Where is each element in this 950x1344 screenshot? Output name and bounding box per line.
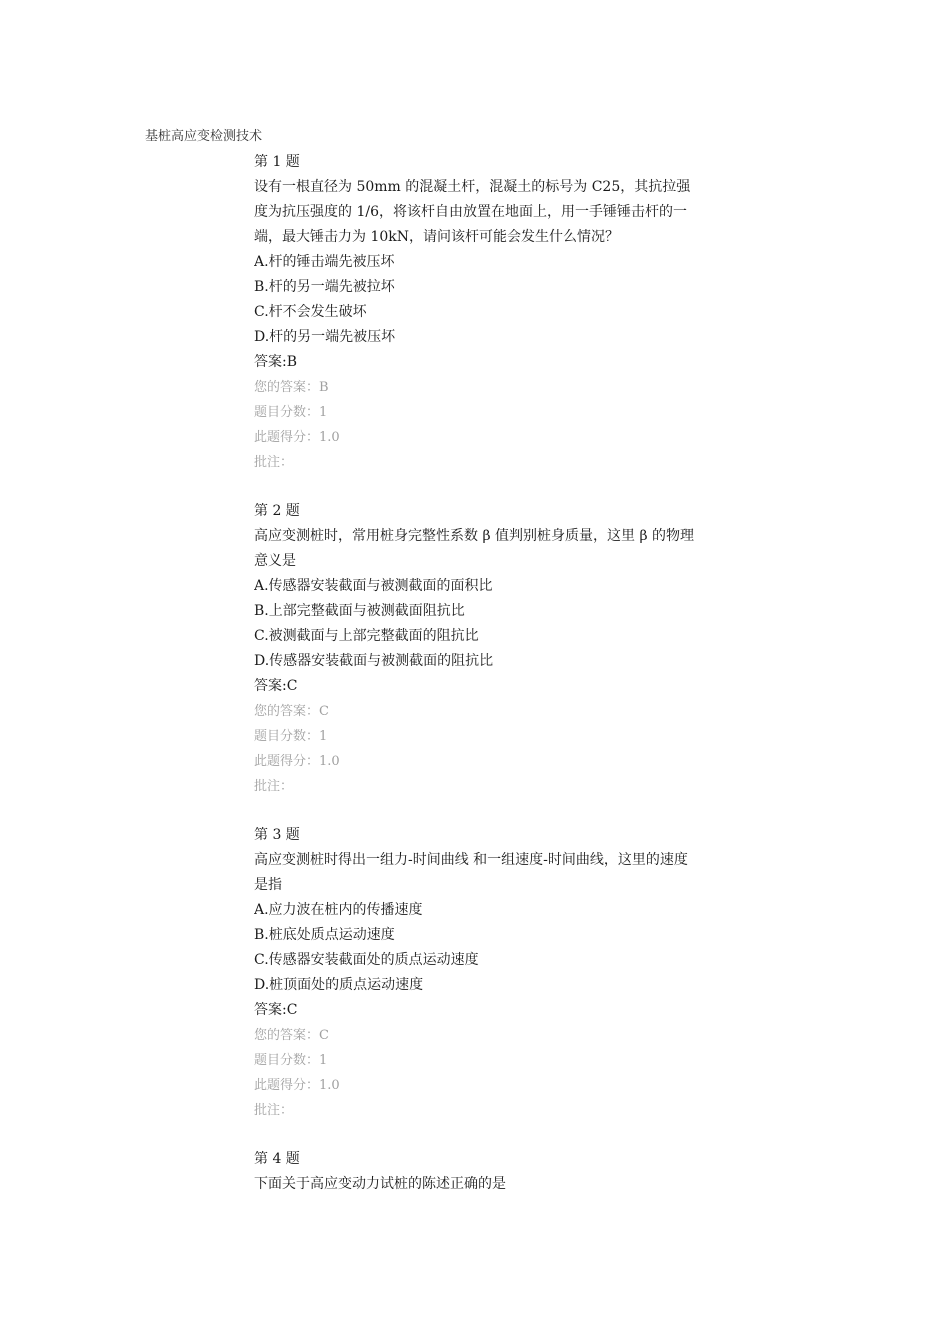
question-score: 题目分数：1 [254, 405, 328, 420]
option-b: B.桩底处质点运动速度 [254, 927, 395, 943]
question-separator [254, 1123, 704, 1147]
question-score: 题目分数：1 [254, 729, 328, 744]
question-stem: 高应变测桩时得出一组力-时间曲线 和一组速度-时间曲线，这里的速度是指 [254, 852, 688, 893]
question-4 [254, 1147, 704, 1197]
question-stem: 设有一根直径为 50mm 的混凝土杆，混凝土的标号为 C25，其抗拉强度为抗压强度的 1/6，将该杆自由放置在地面上，用一手锤锤击杆的一端，最大锤击力为 10kN，请问该杆可能会发生什么情况？ [254, 179, 691, 245]
option-a: A.应力波在桩内的传播速度 [254, 902, 423, 918]
document-title: 基桩高应变检测技术 [145, 129, 263, 144]
option-c: C.杆不会发生破坏 [254, 304, 367, 320]
option-b: B.杆的另一端先被拉坏 [254, 279, 395, 295]
question-stem: 下面关于高应变动力试桩的陈述正确的是 [254, 1176, 506, 1192]
question-1 [254, 150, 704, 475]
option-d: D.桩顶面处的质点运动速度 [254, 977, 424, 993]
your-answer: 您的答案：B [254, 380, 329, 395]
option-c: C.被测截面与上部完整截面的阻抗比 [254, 628, 479, 644]
comment-label: 批注： [254, 455, 294, 470]
question-number: 第 3 题 [254, 827, 300, 843]
earned-score: 此题得分：1.0 [254, 754, 340, 769]
comment-label: 批注： [254, 779, 294, 794]
question-separator [254, 475, 704, 499]
question-number: 第 1 题 [254, 154, 300, 170]
option-d: D.传感器安装截面与被测截面的阻抗比 [254, 653, 494, 669]
question-stem: 高应变测桩时，常用桩身完整性系数 β 值判别桩身质量，这里 β 的物理意义是 [254, 528, 694, 569]
correct-answer: 答案:C [254, 678, 298, 694]
correct-answer: 答案:C [254, 1002, 298, 1018]
question-score: 题目分数：1 [254, 1053, 328, 1068]
question-2 [254, 499, 704, 799]
question-separator [254, 799, 704, 823]
option-a: A.传感器安装截面与被测截面的面积比 [254, 578, 493, 594]
earned-score: 此题得分：1.0 [254, 430, 340, 445]
question-number: 第 4 题 [254, 1151, 300, 1167]
question-number: 第 2 题 [254, 503, 300, 519]
option-c: C.传感器安装截面处的质点运动速度 [254, 952, 479, 968]
option-b: B.上部完整截面与被测截面阻抗比 [254, 603, 465, 619]
option-d: D.杆的另一端先被压坏 [254, 329, 396, 345]
question-3 [254, 823, 704, 1123]
question-list [254, 150, 704, 1197]
comment-label: 批注： [254, 1103, 294, 1118]
earned-score: 此题得分：1.0 [254, 1078, 340, 1093]
correct-answer: 答案:B [254, 354, 298, 370]
your-answer: 您的答案：C [254, 1028, 329, 1043]
option-a: A.杆的锤击端先被压坏 [254, 254, 395, 270]
your-answer: 您的答案：C [254, 704, 329, 719]
